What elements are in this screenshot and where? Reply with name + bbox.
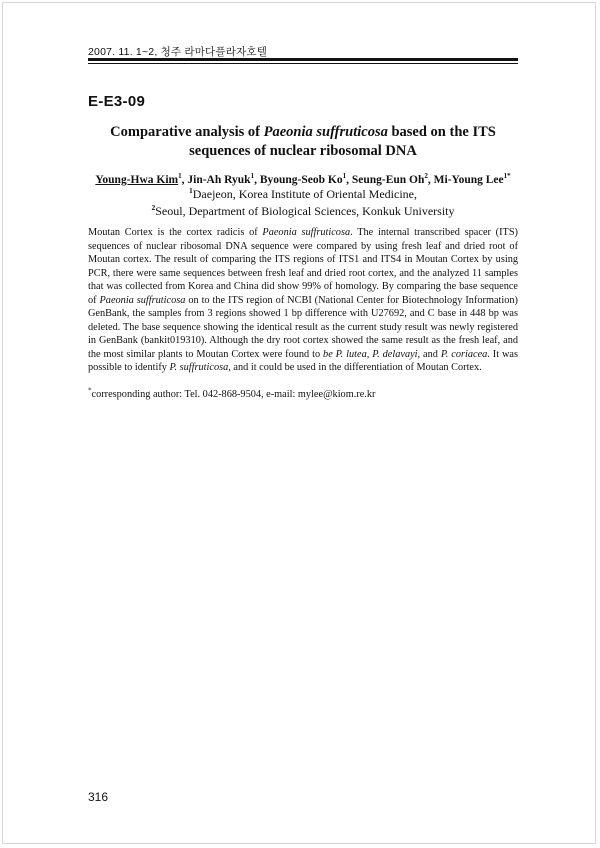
author-separator: ,	[346, 174, 352, 186]
corresponding-mark: *	[88, 386, 92, 395]
author-name: Seung-Eun Oh	[351, 174, 425, 186]
author-affil-sup: 1*	[503, 172, 511, 181]
abstract-body	[88, 226, 518, 375]
paper-title	[88, 123, 518, 161]
corresponding-author	[88, 388, 518, 401]
body-text-segment: , and it could be used in the differentiation of Moutan Cortex.	[228, 362, 482, 374]
author-name: Byoung-Seob Ko	[259, 174, 343, 186]
author-separator: ,	[181, 174, 188, 186]
body-species-italic: P. coriacea	[440, 348, 488, 360]
author-affil-sup: 1	[342, 172, 347, 181]
header-rule-thick	[88, 58, 518, 61]
body-text-segment: , and	[417, 348, 441, 360]
title-line-2: sequences of nuclear ribosomal DNA	[189, 143, 417, 159]
author-separator: ,	[254, 174, 260, 186]
affiliation-text: Daejeon, Korea Institute of Oriental Medicine,	[192, 187, 417, 201]
author-affil-sup: 1	[178, 172, 182, 181]
header-rule-thin	[88, 63, 518, 64]
title-species: Paeonia suffruticosa	[263, 124, 388, 140]
body-species-italic: P. suffruticosa	[169, 362, 229, 374]
corresponding-text: corresponding author: Tel. 042-868-9504, e-mail: mylee@kiom.re.kr	[91, 389, 376, 400]
page-number: 316	[88, 790, 109, 804]
body-species-italic: Paeonia suffruticosa	[99, 294, 186, 306]
author-affil-sup: 1	[250, 172, 255, 181]
body-species-italic: Paeonia suffruticosa	[262, 227, 351, 238]
body-text-segment: on to the ITS region of NCBI (National Center for Biotechnology Information) GenBank, the samples from 3 regions showed 1 bp difference with U27692, and C base in 448 bp was deleted. The base sequence showing the identical result as the current study result was newly registered in GenBank (bankit019310). Although the dry root cortex showed the same result as the fresh leaf, and the most similar plants to Moutan Cortex were found to	[88, 294, 518, 360]
affiliation-text: Seoul, Department of Biological Sciences, Konkuk University	[155, 204, 455, 218]
running-head: 2007. 11. 1~2, 청주 라마다플라자호텔	[88, 46, 268, 58]
body-text-segment: . The internal transcribed spacer (ITS) sequences of nuclear ribosomal DNA sequence were compared by using fresh leaf and dried root of Moutan cortex. The result of comparing the ITS regions of ITS1 and ITS4 in Moutan Cortex by using PCR, there were same sequences between fresh leaf and dried root cortex, and the analyzed 11 samples that was collected from Korea and China did show 99% of homology. By comparing the base sequence of	[88, 227, 518, 306]
author-name: Mi-Young Lee	[433, 174, 504, 186]
abstract-id: E-E3-09	[88, 93, 146, 110]
author-name: Jin-Ah Ryuk	[187, 174, 251, 186]
affiliation-sup: 1	[189, 186, 193, 195]
author-name: Young-Hwa Kim	[95, 174, 179, 186]
author-separator: ,	[427, 174, 434, 186]
title-part-2: based on the ITS	[387, 124, 496, 140]
author-affil-sup: 2	[424, 172, 428, 181]
affiliation-2	[88, 203, 518, 219]
title-part-1: Comparative analysis of	[110, 124, 264, 140]
body-text-segment: Moutan Cortex is the cortex radicis of	[88, 227, 263, 238]
affiliation-sup: 2	[151, 203, 156, 212]
body-text-segment: . It was possible to identify	[88, 348, 519, 374]
affiliation-1	[88, 186, 518, 202]
body-species-italic: be P. lutea, P. delavayi	[323, 348, 418, 360]
